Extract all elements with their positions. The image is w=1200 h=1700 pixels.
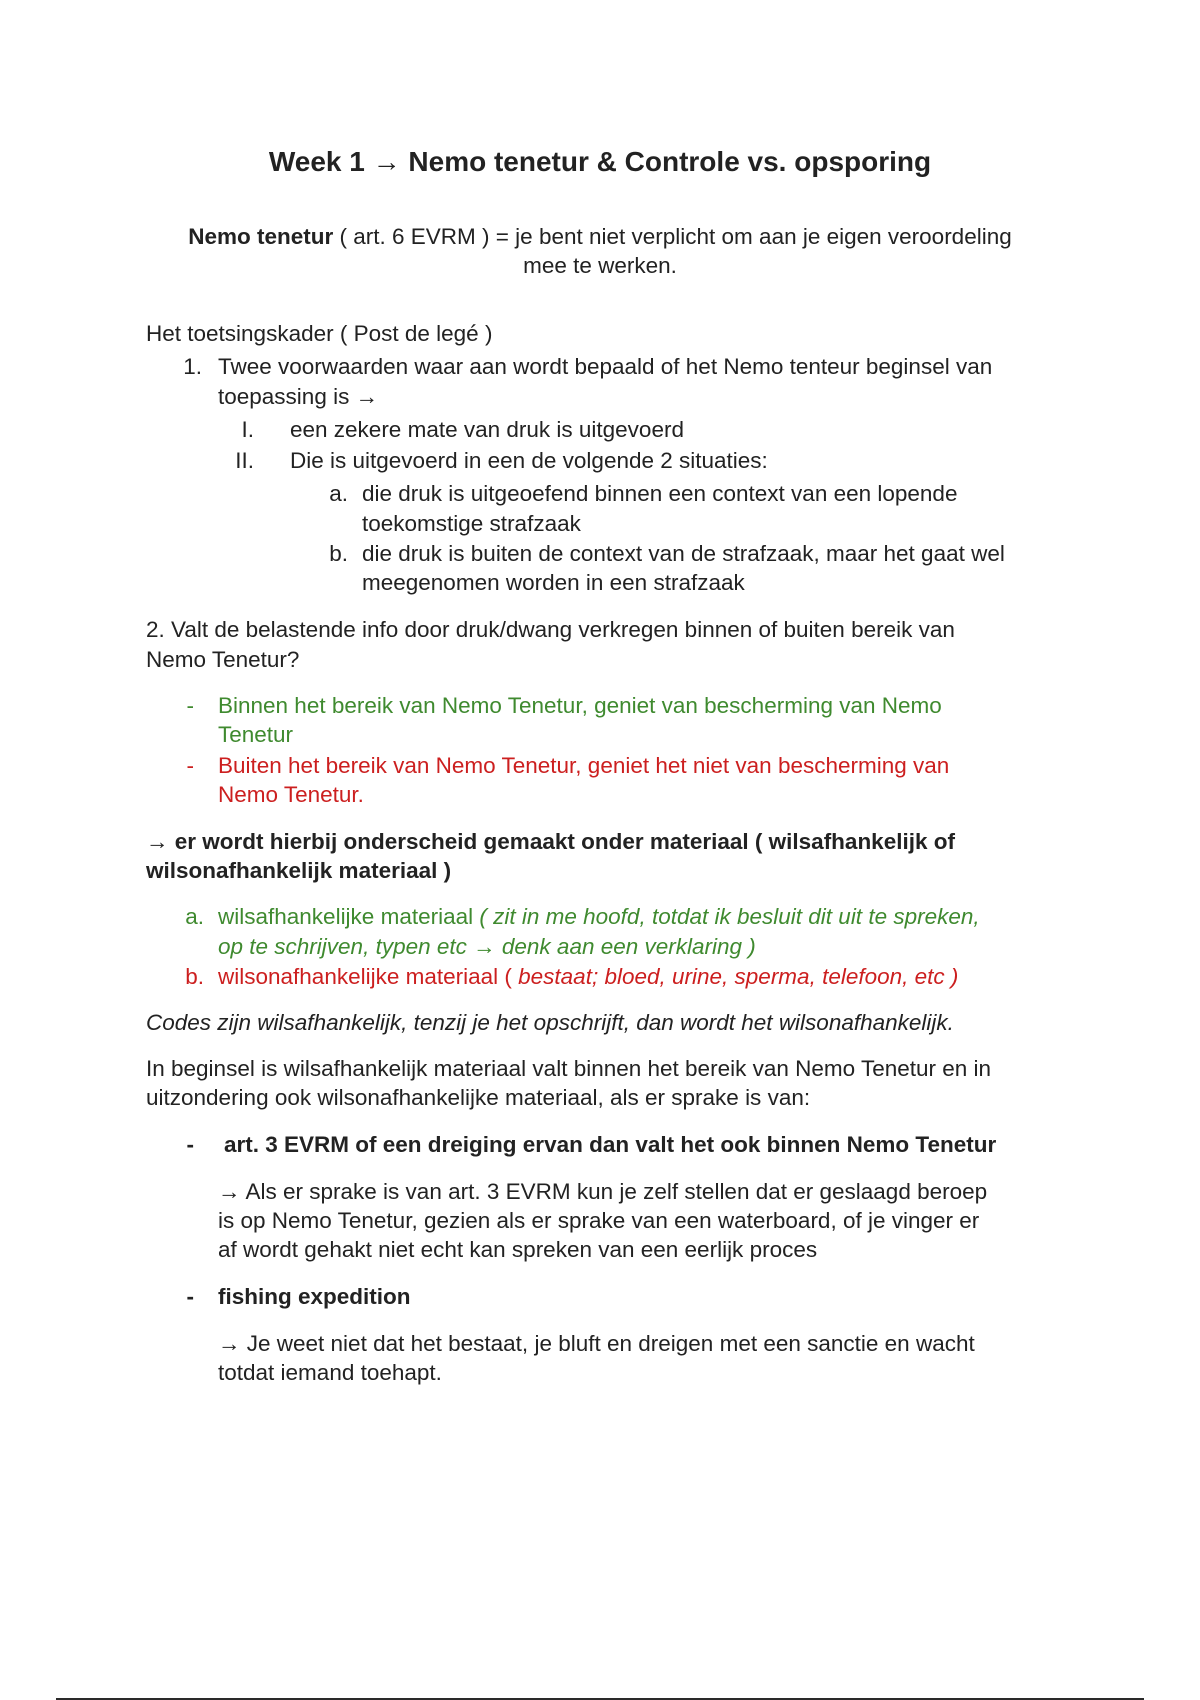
list-item-text: Twee voorwaarden waar aan wordt bepaald of het Nemo tenteur beginsel van	[218, 354, 993, 379]
definition-line-2: mee te werken.	[523, 253, 677, 278]
uitzondering-text: af wordt gehakt niet echt kan spreken van een eerlijk proces	[218, 1237, 818, 1262]
roman-item-text: Die is uitgevoerd in een de volgende 2 situaties:	[290, 448, 768, 473]
bullet-marker: -	[186, 693, 194, 718]
materiaal-paren: (	[498, 964, 519, 989]
definition-text: ( art. 6 EVRM ) = je bent niet verplicht om aan je eigen veroordeling	[333, 224, 1012, 249]
sub-item-text: die druk is buiten de context van de strafzaak, maar het gaat wel	[362, 541, 1005, 566]
sub-marker: b.	[329, 541, 348, 566]
page-title: Week 1 → Nemo tenetur & Controle vs. opsporing	[268, 146, 932, 177]
materiaal-toelichting: ( zit in me hoofd, totdat ik besluit dit uit te spreken,	[473, 904, 980, 929]
onderscheid-heading: → er wordt hierbij onderscheid gemaakt onder materiaal ( wilsafhankelijk of	[146, 829, 955, 854]
sub-marker: a.	[329, 481, 348, 506]
bereik-binnen: Tenetur	[218, 722, 294, 747]
roman-marker: I.	[241, 417, 254, 442]
uitzondering-heading: fishing expedition	[218, 1284, 411, 1309]
materiaal-wilsonafhankelijk	[218, 962, 958, 991]
definition-line-1	[140, 222, 1060, 251]
question-2: 2. Valt de belastende info door druk/dwang verkregen binnen of buiten bereik van	[146, 617, 955, 642]
sub-item-text: toekomstige strafzaak	[362, 511, 581, 536]
sub-item-text: meegenomen worden in een strafzaak	[362, 570, 745, 595]
codes-note: Codes zijn wilsafhankelijk, tenzij je het opschrijft, dan wordt het wilsonafhankelijk.	[146, 1010, 954, 1035]
bereik-binnen: Binnen het bereik van Nemo Tenetur, geniet van bescherming van Nemo	[218, 693, 942, 718]
materiaal-marker: a.	[185, 904, 204, 929]
materiaal-toelichting: bestaat; bloed, urine, sperma, telefoon, etc )	[518, 964, 959, 989]
bullet-marker: -	[186, 1132, 194, 1157]
onderscheid-heading: wilsonafhankelijk materiaal )	[146, 858, 452, 883]
materiaal-label: wilsonafhankelijke materiaal	[218, 964, 499, 989]
bereik-buiten: Nemo Tenetur.	[218, 782, 364, 807]
uitzondering-text: → Je weet niet dat het bestaat, je bluft en dreigen met een sanctie en wacht	[218, 1331, 975, 1356]
bullet-marker: -	[186, 753, 194, 778]
materiaal-wilsafhankelijk	[218, 902, 980, 931]
beginsel-text: uitzondering ook wilsonafhankelijke materiaal, als er sprake is van:	[146, 1085, 811, 1110]
beginsel-text: In beginsel is wilsafhankelijk materiaal valt binnen het bereik van Nemo Tenetur en in	[146, 1056, 992, 1081]
question-2: Nemo Tenetur?	[146, 647, 300, 672]
toetsingskader-heading: Het toetsingskader ( Post de legé )	[146, 321, 493, 346]
roman-marker: II.	[235, 448, 254, 473]
definition	[140, 222, 1060, 280]
definition-term: Nemo tenetur	[188, 224, 334, 249]
materiaal-toelichting: op te schrijven, typen etc → denk aan een verklaring )	[218, 934, 756, 959]
materiaal-label: wilsafhankelijke materiaal	[218, 904, 474, 929]
uitzondering-text: totdat iemand toehapt.	[218, 1360, 442, 1385]
list-marker: 1.	[183, 354, 202, 379]
roman-item-text: een zekere mate van druk is uitgevoerd	[290, 417, 684, 442]
bereik-buiten: Buiten het bereik van Nemo Tenetur, geniet het niet van bescherming van	[218, 753, 950, 778]
bullet-marker: -	[186, 1284, 194, 1309]
uitzondering-heading: art. 3 EVRM of een dreiging ervan dan valt het ook binnen Nemo Tenetur	[224, 1132, 997, 1157]
uitzondering-text: is op Nemo Tenetur, gezien als er sprake van een waterboard, of je vinger er	[218, 1208, 980, 1233]
sub-item-text: die druk is uitgeoefend binnen een context van een lopende	[362, 481, 958, 506]
materiaal-marker: b.	[185, 964, 204, 989]
uitzondering-text: → Als er sprake is van art. 3 EVRM kun je zelf stellen dat er geslaagd beroep	[218, 1179, 988, 1204]
list-item-text: toepassing is →	[218, 384, 379, 409]
